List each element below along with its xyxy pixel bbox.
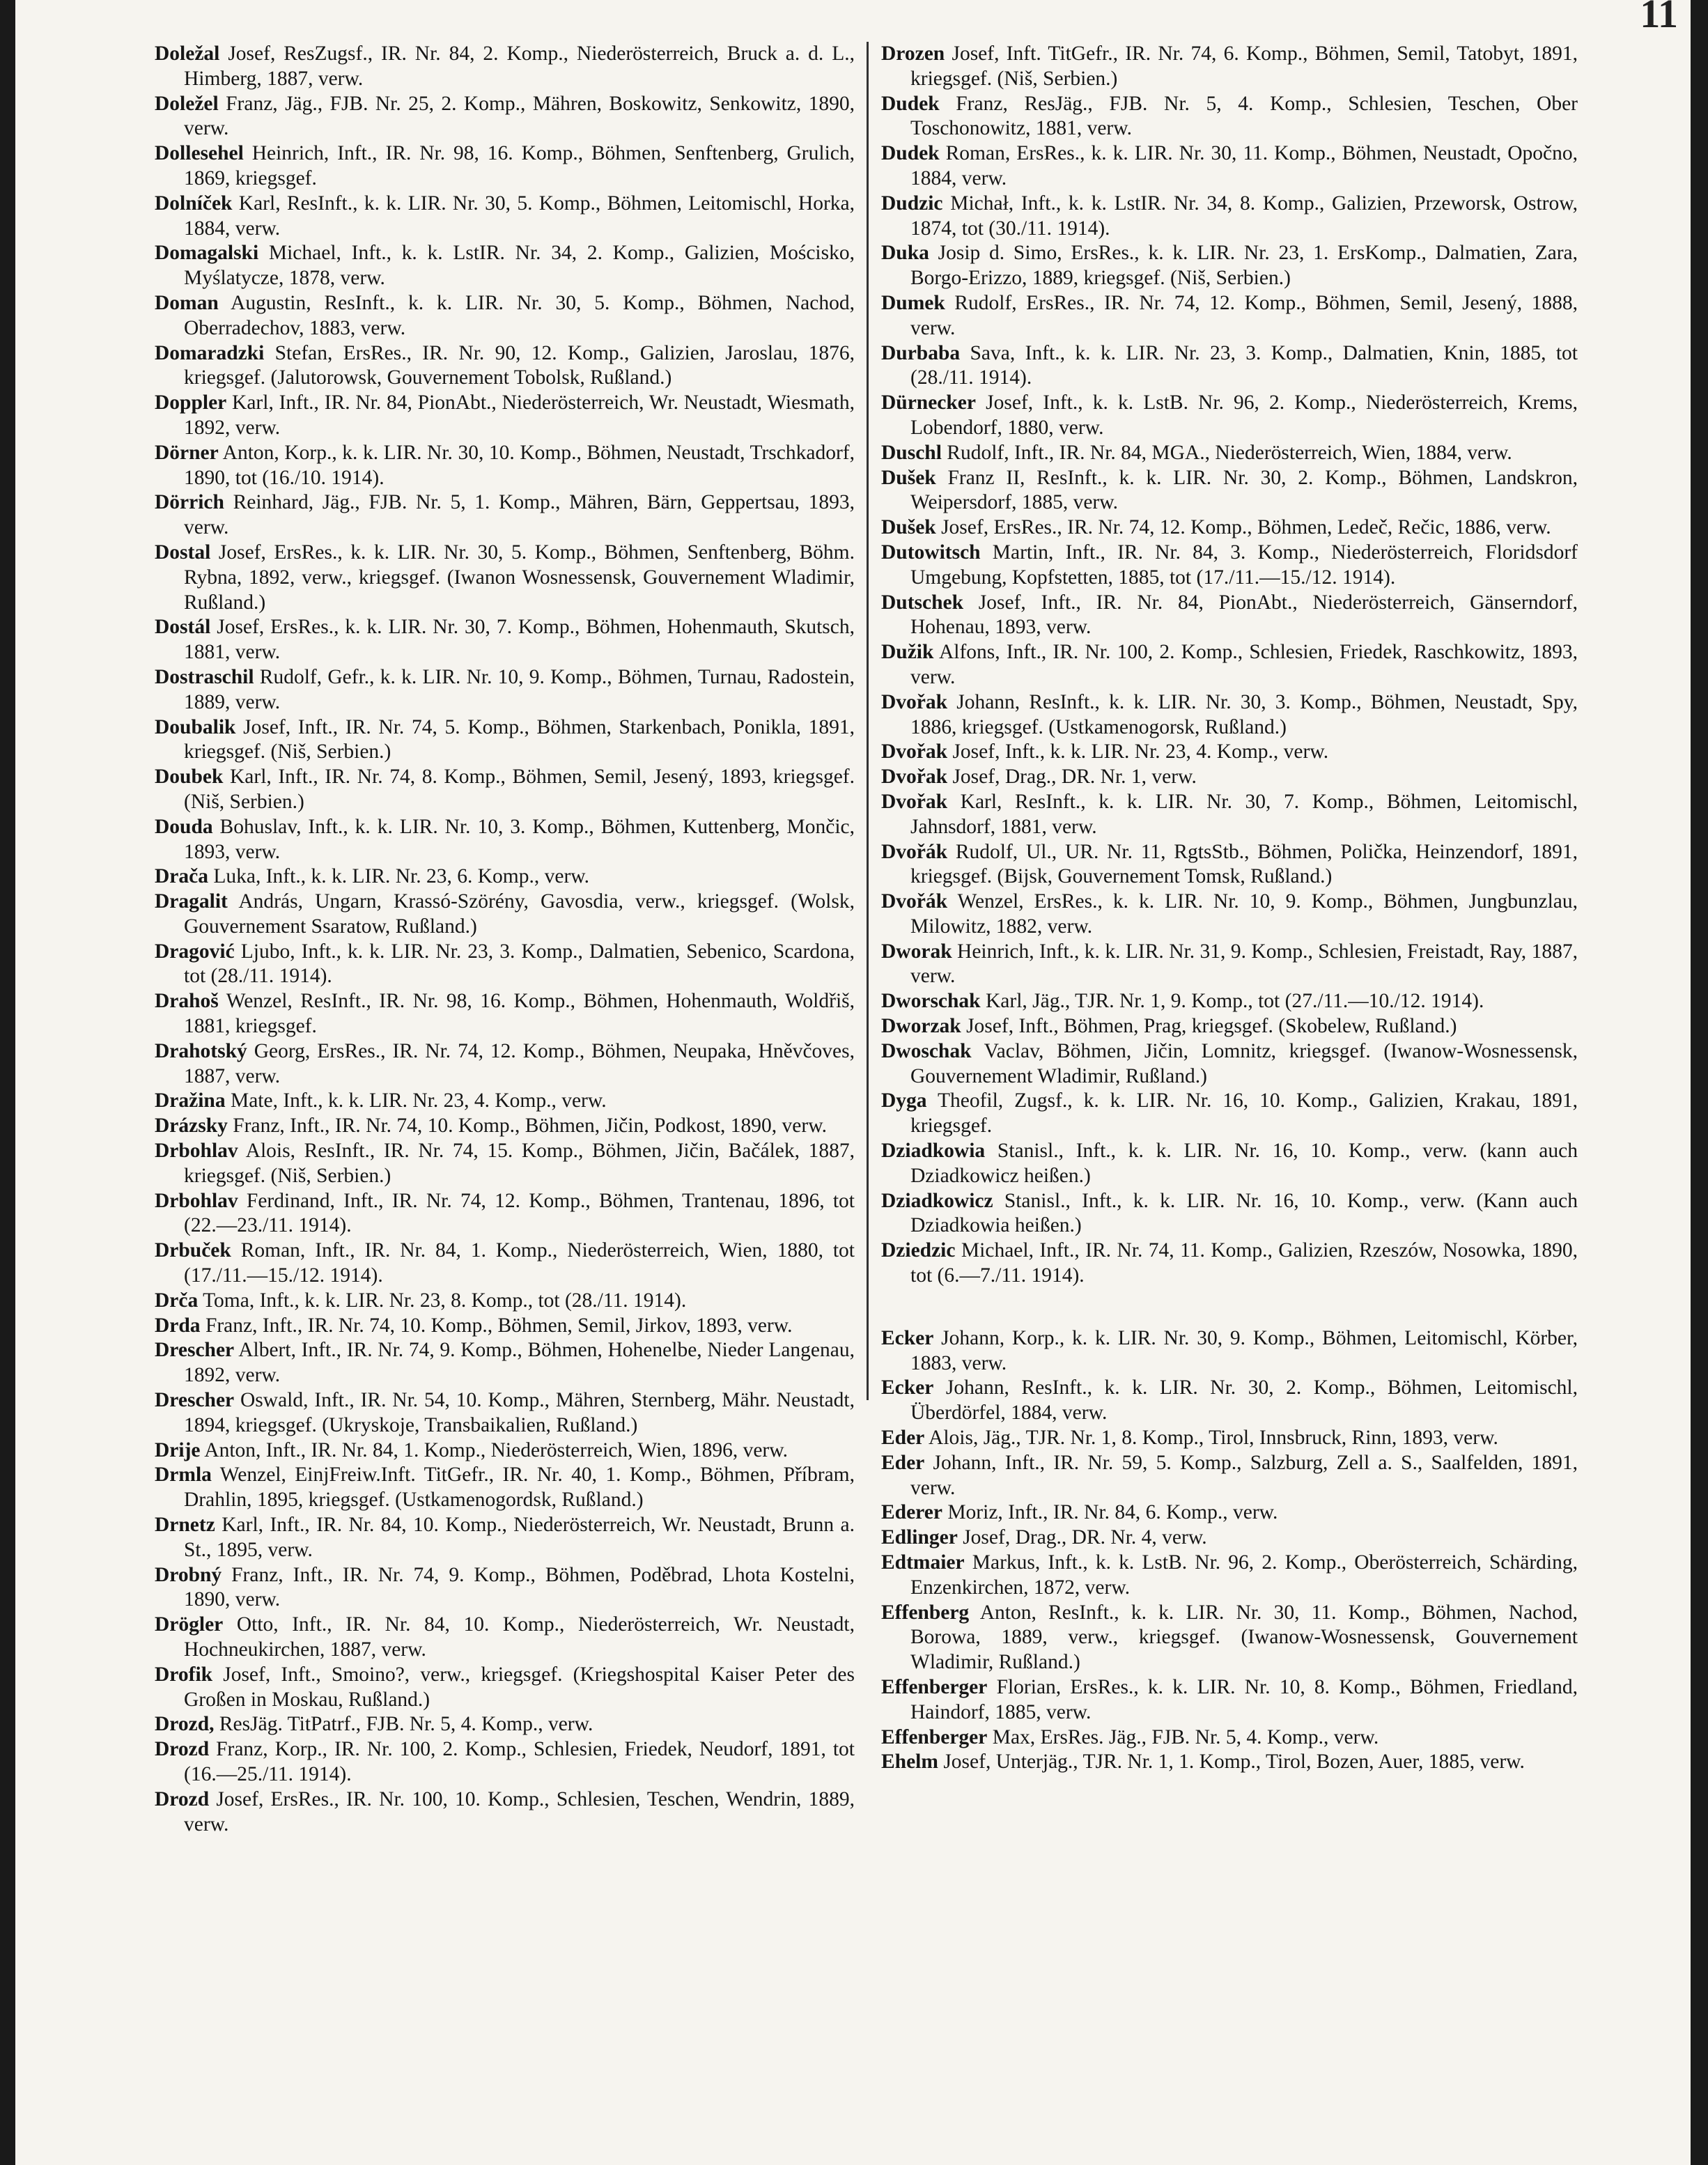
register-entry: [881, 1239, 1578, 1289]
entry-surname: Drije: [155, 1438, 201, 1461]
register-entry: [881, 42, 1578, 92]
register-entry: [155, 1089, 855, 1114]
register-entry: [881, 1500, 1578, 1526]
entry-surname: Drozd: [155, 1738, 210, 1761]
entry-surname: Dörner: [155, 441, 219, 464]
entry-surname: Doppler: [155, 391, 227, 414]
entry-surname: Doležel: [155, 92, 219, 115]
entry-details: Johann, Inft., IR. Nr. 59, 5. Komp., Salzburg, Zell a. S., Saalfelden, 1891, verw.: [910, 1451, 1578, 1499]
entry-surname: Drahotský: [155, 1039, 247, 1062]
entry-surname: Dyga: [881, 1089, 927, 1112]
entry-surname: Dragalit: [155, 890, 228, 913]
entry-details: Stefan, ErsRes., IR. Nr. 90, 12. Komp., Galizien, Jaroslau, 1876, kriegsgef. (Jalutorowsk, Gouvernement Tobolsk, Rußland.): [184, 341, 855, 389]
entry-details: Reinhard, Jäg., FJB. Nr. 5, 1. Komp., Mähren, Bärn, Geppertsau, 1893, verw.: [184, 491, 855, 539]
entry-surname: Duschl: [881, 441, 942, 464]
register-entry: [881, 591, 1578, 641]
entry-details: Georg, ErsRes., IR. Nr. 74, 12. Komp., Böhmen, Neupaka, Hněvčoves, 1887, verw.: [184, 1039, 855, 1087]
entry-surname: Dostál: [155, 616, 211, 639]
entry-surname: Dolníček: [155, 192, 233, 215]
entry-surname: Drobný: [155, 1563, 222, 1586]
register-entry: [155, 92, 855, 142]
entry-surname: Drescher: [155, 1339, 235, 1362]
entry-details: Augustin, ResInft., k. k. LIR. Nr. 30, 5. Komp., Böhmen, Nachod, Oberradechov, 1883, verw.: [184, 291, 855, 339]
register-entry: [155, 1189, 855, 1239]
entry-surname: Effenberg: [881, 1601, 970, 1624]
register-entry: [155, 241, 855, 291]
entry-surname: Doubalik: [155, 715, 236, 738]
entry-details: Rudolf, Gefr., k. k. LIR. Nr. 10, 9. Komp., Böhmen, Turnau, Radostein, 1889, verw.: [184, 665, 855, 713]
entry-details: Josef, Inft., Böhmen, Prag, kriegsgef. (Skobelew, Rußland.): [961, 1015, 1457, 1038]
entry-surname: Drbohlav: [155, 1140, 238, 1163]
entry-details: Josef, Inft., IR. Nr. 84, PionAbt., Niederösterreich, Gänserndorf, Hohenau, 1893, verw.: [910, 591, 1578, 639]
entry-details: Johann, ResInft., k. k. LIR. Nr. 30, 2. Komp., Böhmen, Leitomischl, Überdörfel, 1884, verw.: [910, 1376, 1578, 1425]
register-entry: [881, 1451, 1578, 1501]
entry-details: Josef, ErsRes., IR. Nr. 100, 10. Komp., Schlesien, Teschen, Wendrin, 1889, verw.: [184, 1787, 855, 1836]
register-entry: [155, 1463, 855, 1513]
entry-details: Franz, Korp., IR. Nr. 100, 2. Komp., Schlesien, Friedek, Neudorf, 1891, tot (16.—25./11. 1914).: [184, 1738, 855, 1785]
entry-surname: Dziedzic: [881, 1239, 956, 1262]
entry-surname: Dvořák: [881, 890, 948, 913]
entry-surname: Dužik: [881, 641, 934, 664]
register-entry: [881, 790, 1578, 840]
entry-surname: Drča: [155, 1289, 199, 1312]
entry-surname: Ecker: [881, 1376, 934, 1399]
entry-details: Moriz, Inft., IR. Nr. 84, 6. Komp., verw.: [942, 1501, 1278, 1524]
right-column: [867, 42, 1578, 1774]
entry-details: Mate, Inft., k. k. LIR. Nr. 23, 4. Komp., verw.: [225, 1089, 607, 1112]
entry-surname: Dziadkowicz: [881, 1189, 993, 1212]
register-entry: [155, 141, 855, 192]
entry-surname: Dvořak: [881, 766, 948, 789]
entry-details: Theofil, Zugsf., k. k. LIR. Nr. 16, 10. Komp., Galizien, Krakau, 1891, kriegsgef.: [910, 1089, 1578, 1138]
register-entry: [155, 1787, 855, 1838]
entry-surname: Drögler: [155, 1613, 224, 1636]
entry-surname: Durbaba: [881, 341, 961, 364]
register-entry: [881, 940, 1578, 990]
entry-surname: Drbohlav: [155, 1189, 238, 1212]
entry-surname: Doubek: [155, 766, 224, 789]
entry-surname: Dvořak: [881, 740, 948, 763]
entry-details: Franz, Inft., IR. Nr. 74, 9. Komp., Böhmen, Poděbrad, Lhota Kostelni, 1890, verw.: [184, 1563, 855, 1611]
entry-surname: Drozd,: [155, 1713, 215, 1736]
entry-details: Oswald, Inft., IR. Nr. 54, 10. Komp., Mähren, Sternberg, Mähr. Neustadt, 1894, kriegsgef. (Ukryskoje, Transbaikalien, Rußland.): [184, 1389, 855, 1436]
entry-surname: Dürnecker: [881, 391, 976, 414]
entry-details: Michael, Inft., k. k. LstIR. Nr. 34, 2. Komp., Galizien, Mościsko, Myślatycze, 1878, verw.: [184, 242, 855, 290]
register-entry: [881, 466, 1578, 516]
register-entry: [881, 840, 1578, 890]
register-entry: [155, 615, 855, 665]
entry-details: Wenzel, ResInft., IR. Nr. 98, 16. Komp., Böhmen, Hohenmauth, Woldřiš, 1881, kriegsgef.: [184, 990, 855, 1038]
entry-surname: Dvořak: [881, 690, 948, 713]
entry-surname: Dworzak: [881, 1015, 961, 1038]
entry-surname: Drahoš: [155, 990, 219, 1013]
register-entry: [155, 1563, 855, 1613]
entry-surname: Dwoschak: [881, 1039, 972, 1062]
register-entry: [155, 192, 855, 242]
right-column-e-entries: [881, 1326, 1578, 1775]
register-entry: [155, 989, 855, 1039]
entry-details: Alois, ResInft., IR. Nr. 74, 15. Komp., Böhmen, Jičin, Bačálek, 1887, kriegsgef. (Niš, Serbien.): [184, 1140, 855, 1187]
register-entry: [155, 1737, 855, 1787]
entry-details: Florian, ErsRes., k. k. LIR. Nr. 10, 8. Komp., Böhmen, Friedland, Haindorf, 1885, verw.: [910, 1676, 1578, 1723]
entry-details: Karl, ResInft., k. k. LIR. Nr. 30, 5. Komp., Böhmen, Leitomischl, Horka, 1884, verw.: [184, 192, 855, 240]
entry-surname: Drmla: [155, 1464, 212, 1487]
entry-details: Josef, Drag., DR. Nr. 1, verw.: [947, 766, 1197, 789]
register-entry: [881, 441, 1578, 466]
entry-details: Johann, Korp., k. k. LIR. Nr. 30, 9. Komp., Böhmen, Leitomischl, Körber, 1883, verw.: [910, 1326, 1578, 1374]
entry-surname: Domaradzki: [155, 341, 265, 364]
entry-surname: Dumek: [881, 291, 945, 314]
entry-details: Josef, Inft., IR. Nr. 74, 5. Komp., Böhmen, Starkenbach, Ponikla, 1891, kriegsgef. (Niš, Serbien.): [184, 715, 855, 763]
register-entry: [881, 1014, 1578, 1039]
entry-details: Stanisl., Inft., k. k. LIR. Nr. 16, 10. Komp., verw. (Kann auch Dziadkowia heißen.): [910, 1189, 1578, 1237]
entry-details: Sava, Inft., k. k. LIR. Nr. 23, 3. Komp., Dalmatien, Knin, 1885, tot (28./11. 1914).: [910, 341, 1578, 389]
left-column: [155, 42, 855, 1837]
register-entry: [881, 515, 1578, 541]
entry-details: Anton, Korp., k. k. LIR. Nr. 30, 10. Komp., Böhmen, Neustadt, Trschkadorf, 1890, tot (16./10. 1914).: [184, 441, 855, 489]
entry-details: Josef, Unterjäg., TJR. Nr. 1, 1. Komp., Tirol, Bozen, Auer, 1885, verw.: [938, 1751, 1525, 1774]
register-entry: [155, 1663, 855, 1713]
entry-details: Johann, ResInft., k. k. LIR. Nr. 30, 3. Komp., Böhmen, Neustadt, Spy, 1886, kriegsgef. (Ustkamenogorsk, Rußland.): [910, 690, 1578, 738]
entry-surname: Dutowitsch: [881, 541, 981, 564]
register-entry: [155, 1114, 855, 1139]
entry-details: Josef, ErsRes., IR. Nr. 74, 12. Komp., Böhmen, Ledeč, Rečic, 1886, verw.: [935, 516, 1551, 539]
entry-surname: Dutschek: [881, 591, 964, 614]
entry-details: Roman, Inft., IR. Nr. 84, 1. Komp., Niederösterreich, Wien, 1880, tot (17./11.—15./12. 1914).: [184, 1239, 855, 1287]
entry-details: Toma, Inft., k. k. LIR. Nr. 23, 8. Komp., tot (28./11. 1914).: [198, 1289, 687, 1312]
entry-details: Josef, ResZugsf., IR. Nr. 84, 2. Komp., Niederösterreich, Bruck a. d. L., Himberg, 1887, verw.: [184, 42, 855, 90]
register-entry: [881, 241, 1578, 291]
entry-surname: Dudek: [881, 142, 940, 165]
entry-surname: Drozen: [881, 42, 945, 65]
register-entry: [881, 1039, 1578, 1089]
entry-surname: Drbuček: [155, 1239, 231, 1262]
entry-details: Heinrich, Inft., k. k. LIR. Nr. 31, 9. Komp., Schlesien, Freistadt, Ray, 1887, verw.: [910, 940, 1578, 988]
document-page: [15, 0, 1691, 2165]
entry-surname: Dostal: [155, 541, 211, 564]
register-entry: [155, 1513, 855, 1563]
entry-details: Roman, ErsRes., k. k. LIR. Nr. 30, 11. Komp., Böhmen, Neustadt, Opočno, 1884, verw.: [910, 142, 1578, 189]
entry-details: ResJäg. TitPatrf., FJB. Nr. 5, 4. Komp., verw.: [214, 1713, 593, 1736]
page-number: 11: [1640, 0, 1678, 36]
entry-surname: Domagalski: [155, 242, 259, 265]
entry-surname: Dražina: [155, 1089, 226, 1112]
entry-details: Rudolf, Ul., UR. Nr. 11, RgtsStb., Böhmen, Polička, Heinzendorf, 1891, kriegsgef. (Bijsk, Gouvernement Tomsk, Rußland.): [910, 840, 1578, 888]
register-entry: [881, 141, 1578, 192]
entry-surname: Effenberger: [881, 1725, 988, 1748]
register-entry: [881, 1601, 1578, 1675]
entry-details: Martin, Inft., IR. Nr. 84, 3. Komp., Niederösterreich, Floridsdorf Umgebung, Kopfstetten, 1885, tot (17./11.—15./12. 1914).: [910, 541, 1578, 589]
register-entry: [155, 1388, 855, 1438]
register-entry: [155, 541, 855, 615]
entry-surname: Dörrich: [155, 491, 224, 514]
register-entry: [155, 391, 855, 441]
entry-surname: Drázsky: [155, 1115, 228, 1138]
entry-details: Josip d. Simo, ErsRes., k. k. LIR. Nr. 23, 1. ErsKomp., Dalmatien, Zara, Borgo-Erizzo, 1889, kriegsgef. (Niš, Serbien.): [910, 242, 1578, 290]
entry-details: Luka, Inft., k. k. LIR. Nr. 23, 6. Komp., verw.: [208, 865, 590, 888]
register-entry: [155, 1139, 855, 1189]
register-entry: [155, 341, 855, 391]
entry-surname: Doman: [155, 291, 219, 314]
register-entry: [881, 92, 1578, 142]
entry-surname: Dušek: [881, 516, 936, 539]
register-entry: [155, 1613, 855, 1663]
register-entry: [881, 1326, 1578, 1376]
register-entry: [155, 940, 855, 990]
entry-details: Michael, Inft., IR. Nr. 74, 11. Komp., Galizien, Rzeszów, Nosowka, 1890, tot (6.—7./11. 1914).: [910, 1239, 1578, 1287]
entry-surname: Drnetz: [155, 1514, 215, 1537]
entry-surname: Dvořák: [881, 840, 948, 863]
entry-surname: Dworak: [881, 940, 952, 963]
entry-details: Max, ErsRes. Jäg., FJB. Nr. 5, 4. Komp., verw.: [987, 1725, 1379, 1748]
entry-details: Ferdinand, Inft., IR. Nr. 74, 12. Komp., Böhmen, Trantenau, 1896, tot (22.—23./11. 1914).: [184, 1189, 855, 1237]
register-entry: [881, 391, 1578, 441]
entry-details: Josef, Inft., k. k. LstB. Nr. 96, 2. Komp., Niederösterreich, Krems, Lobendorf, 1880, verw.: [910, 391, 1578, 439]
entry-details: Karl, Inft., IR. Nr. 84, PionAbt., Niederösterreich, Wr. Neustadt, Wiesmath, 1892, verw.: [184, 391, 855, 439]
entry-surname: Drača: [155, 865, 208, 888]
entry-details: Franz, Inft., IR. Nr. 74, 10. Komp., Böhmen, Jičin, Podkost, 1890, verw.: [227, 1115, 827, 1138]
entry-details: Franz, ResJäg., FJB. Nr. 5, 4. Komp., Schlesien, Teschen, Ober Toschonowitz, 1881, verw.: [910, 92, 1578, 140]
register-entry: [881, 1526, 1578, 1551]
register-entry: [881, 1089, 1578, 1139]
entry-surname: Drozd: [155, 1787, 210, 1810]
register-entry: [881, 690, 1578, 740]
register-entry: [155, 490, 855, 541]
entry-surname: Edlinger: [881, 1526, 958, 1549]
entry-details: Rudolf, ErsRes., IR. Nr. 74, 12. Komp., Böhmen, Semil, Jesený, 1888, verw.: [910, 291, 1578, 339]
entry-details: Anton, Inft., IR. Nr. 84, 1. Komp., Niederösterreich, Wien, 1896, verw.: [200, 1438, 789, 1461]
entry-details: Stanisl., Inft., k. k. LIR. Nr. 16, 10. Komp., verw. (kann auch Dziadkowicz heißen.): [910, 1140, 1578, 1187]
register-entry: [155, 291, 855, 341]
register-entry: [155, 42, 855, 92]
register-entry: [881, 1675, 1578, 1725]
register-entry: [881, 640, 1578, 690]
entry-details: Josef, ErsRes., k. k. LIR. Nr. 30, 5. Komp., Böhmen, Senftenberg, Böhm. Rybna, 1892, verw., kriegsgef. (Iwanon Wosnessensk, Gouvernement Wladimir, Rußland.): [184, 541, 855, 614]
register-entry: [881, 341, 1578, 391]
entry-details: Karl, Inft., IR. Nr. 84, 10. Komp., Niederösterreich, Wr. Neustadt, Brunn a. St., 1895, verw.: [184, 1514, 855, 1561]
entry-details: Josef, Drag., DR. Nr. 4, verw.: [957, 1526, 1207, 1549]
entry-surname: Dudzic: [881, 192, 943, 215]
entry-surname: Ehelm: [881, 1751, 938, 1774]
entry-surname: Drofik: [155, 1663, 213, 1686]
entry-surname: Eder: [881, 1451, 925, 1474]
register-entry: [155, 1712, 855, 1737]
register-entry: [155, 890, 855, 940]
entry-details: Josef, Inft., k. k. LIR. Nr. 23, 4. Komp., verw.: [947, 740, 1329, 763]
entry-details: Josef, Inft., Smoino?, verw., kriegsgef. (Kriegshospital Kaiser Peter des Großen in Moskau, Rußland.): [184, 1663, 855, 1711]
register-entry: [881, 989, 1578, 1014]
entry-surname: Eder: [881, 1427, 925, 1450]
register-entry: [881, 765, 1578, 790]
register-entry: [881, 291, 1578, 341]
register-entry: [881, 541, 1578, 591]
entry-details: Otto, Inft., IR. Nr. 84, 10. Komp., Niederösterreich, Wr. Neustadt, Hochneukirchen, 1887, verw.: [184, 1613, 855, 1661]
entry-details: Josef, ErsRes., k. k. LIR. Nr. 30, 7. Komp., Böhmen, Hohenmauth, Skutsch, 1881, verw.: [184, 616, 855, 664]
register-entry: [881, 740, 1578, 765]
register-entry: [155, 441, 855, 491]
entry-surname: Dollesehel: [155, 142, 244, 165]
entry-surname: Edtmaier: [881, 1551, 965, 1574]
entry-details: Rudolf, Inft., IR. Nr. 84, MGA., Niederösterreich, Wien, 1884, verw.: [941, 441, 1512, 464]
right-column-d-entries: [881, 42, 1578, 1289]
entry-surname: Effenberger: [881, 1676, 988, 1698]
entry-details: Karl, ResInft., k. k. LIR. Nr. 30, 7. Komp., Böhmen, Leitomischl, Jahnsdorf, 1881, verw.: [910, 790, 1578, 838]
register-entry: [881, 1426, 1578, 1451]
entry-details: András, Ungarn, Krassó-Szörény, Gavosdia, verw., kriegsgef. (Wolsk, Gouvernement Ssaratow, Rußland.): [184, 890, 855, 938]
entry-surname: Drda: [155, 1314, 201, 1337]
register-entry: [155, 815, 855, 865]
register-entry: [881, 1189, 1578, 1239]
register-entry: [881, 890, 1578, 940]
entry-surname: Dušek: [881, 466, 936, 489]
entry-details: Michał, Inft., k. k. LstIR. Nr. 34, 8. Komp., Galizien, Przeworsk, Ostrow, 1874, tot (30./11. 1914).: [910, 192, 1578, 240]
register-entry: [881, 1376, 1578, 1426]
entry-surname: Dragović: [155, 940, 235, 963]
register-entry: [155, 665, 855, 715]
entry-details: Vaclav, Böhmen, Jičin, Lomnitz, kriegsgef. (Iwanow-Wosnessensk, Gouvernement Wladimir, Rußland.): [910, 1039, 1578, 1087]
entry-surname: Doležal: [155, 42, 220, 65]
entry-details: Alois, Jäg., TJR. Nr. 1, 8. Komp., Tirol, Innsbruck, Rinn, 1893, verw.: [924, 1427, 1498, 1450]
entry-details: Bohuslav, Inft., k. k. LIR. Nr. 10, 3. Komp., Böhmen, Kuttenberg, Mončic, 1893, verw.: [184, 815, 855, 863]
section-gap: [881, 1289, 1578, 1326]
register-entry: [155, 765, 855, 815]
entry-surname: Dworschak: [881, 990, 981, 1013]
entry-details: Heinrich, Inft., IR. Nr. 98, 16. Komp., Böhmen, Senftenberg, Grulich, 1869, kriegsgef.: [184, 142, 855, 189]
register-entry: [155, 1338, 855, 1388]
register-entry: [155, 1289, 855, 1314]
entry-details: Franz, Jäg., FJB. Nr. 25, 2. Komp., Mähren, Boskowitz, Senkowitz, 1890, verw.: [184, 92, 855, 140]
entry-surname: Dziadkowia: [881, 1140, 986, 1163]
entry-surname: Douda: [155, 815, 213, 838]
register-entry: [155, 1314, 855, 1339]
entry-details: Franz II, ResInft., k. k. LIR. Nr. 30, 2. Komp., Böhmen, Landskron, Weipersdorf, 1885, verw.: [910, 466, 1578, 514]
register-entry: [155, 864, 855, 890]
register-entry: [155, 1438, 855, 1464]
entry-surname: Ecker: [881, 1326, 934, 1349]
entry-details: Ljubo, Inft., k. k. LIR. Nr. 23, 3. Komp., Dalmatien, Sebenico, Scardona, tot (28./11. 1914).: [184, 940, 855, 988]
entry-details: Karl, Jäg., TJR. Nr. 1, 9. Komp., tot (27./11.—10./12. 1914).: [980, 990, 1484, 1013]
register-entry: [881, 192, 1578, 242]
entry-surname: Duka: [881, 242, 929, 265]
entry-details: Anton, ResInft., k. k. LIR. Nr. 30, 11. Komp., Böhmen, Nachod, Borowa, 1889, verw., kriegsgef. (Iwanow-Wosnessensk, Gouvernement Wladimir, Rußland.): [910, 1601, 1578, 1674]
entry-surname: Drescher: [155, 1389, 235, 1412]
entry-details: Markus, Inft., k. k. LstB. Nr. 96, 2. Komp., Oberösterreich, Schärding, Enzenkirchen, 1872, verw.: [910, 1551, 1578, 1599]
register-entry: [881, 1139, 1578, 1189]
register-entry: [155, 1039, 855, 1089]
entry-surname: Dvořak: [881, 790, 948, 813]
register-entry: [155, 1239, 855, 1289]
register-entry: [881, 1725, 1578, 1751]
register-entry: [881, 1551, 1578, 1601]
entry-surname: Dostraschil: [155, 665, 254, 688]
entry-details: Albert, Inft., IR. Nr. 74, 9. Komp., Böhmen, Hohenelbe, Nieder Langenau, 1892, verw.: [184, 1339, 855, 1387]
entry-details: Franz, Inft., IR. Nr. 74, 10. Komp., Böhmen, Semil, Jirkov, 1893, verw.: [200, 1314, 793, 1337]
entry-surname: Ederer: [881, 1501, 942, 1524]
register-entry: [881, 1750, 1578, 1775]
entry-details: Wenzel, ErsRes., k. k. LIR. Nr. 10, 9. Komp., Böhmen, Jungbunzlau, Milowitz, 1882, verw.: [910, 890, 1578, 938]
entry-surname: Dudek: [881, 92, 940, 115]
entry-details: Wenzel, EinjFreiw.Inft. TitGefr., IR. Nr. 40, 1. Komp., Böhmen, Příbram, Drahlin, 1895, kriegsgef. (Ustkamenogordsk, Rußland.): [184, 1464, 855, 1512]
entry-details: Josef, Inft. TitGefr., IR. Nr. 74, 6. Komp., Böhmen, Semil, Tatobyt, 1891, kriegsgef. (Niš, Serbien.): [910, 42, 1578, 90]
entry-details: Alfons, Inft., IR. Nr. 100, 2. Komp., Schlesien, Friedek, Raschkowitz, 1893, verw.: [910, 641, 1578, 688]
register-entry: [155, 715, 855, 766]
entry-details: Karl, Inft., IR. Nr. 74, 8. Komp., Böhmen, Semil, Jesený, 1893, kriegsgef. (Niš, Serbien.): [184, 766, 855, 813]
